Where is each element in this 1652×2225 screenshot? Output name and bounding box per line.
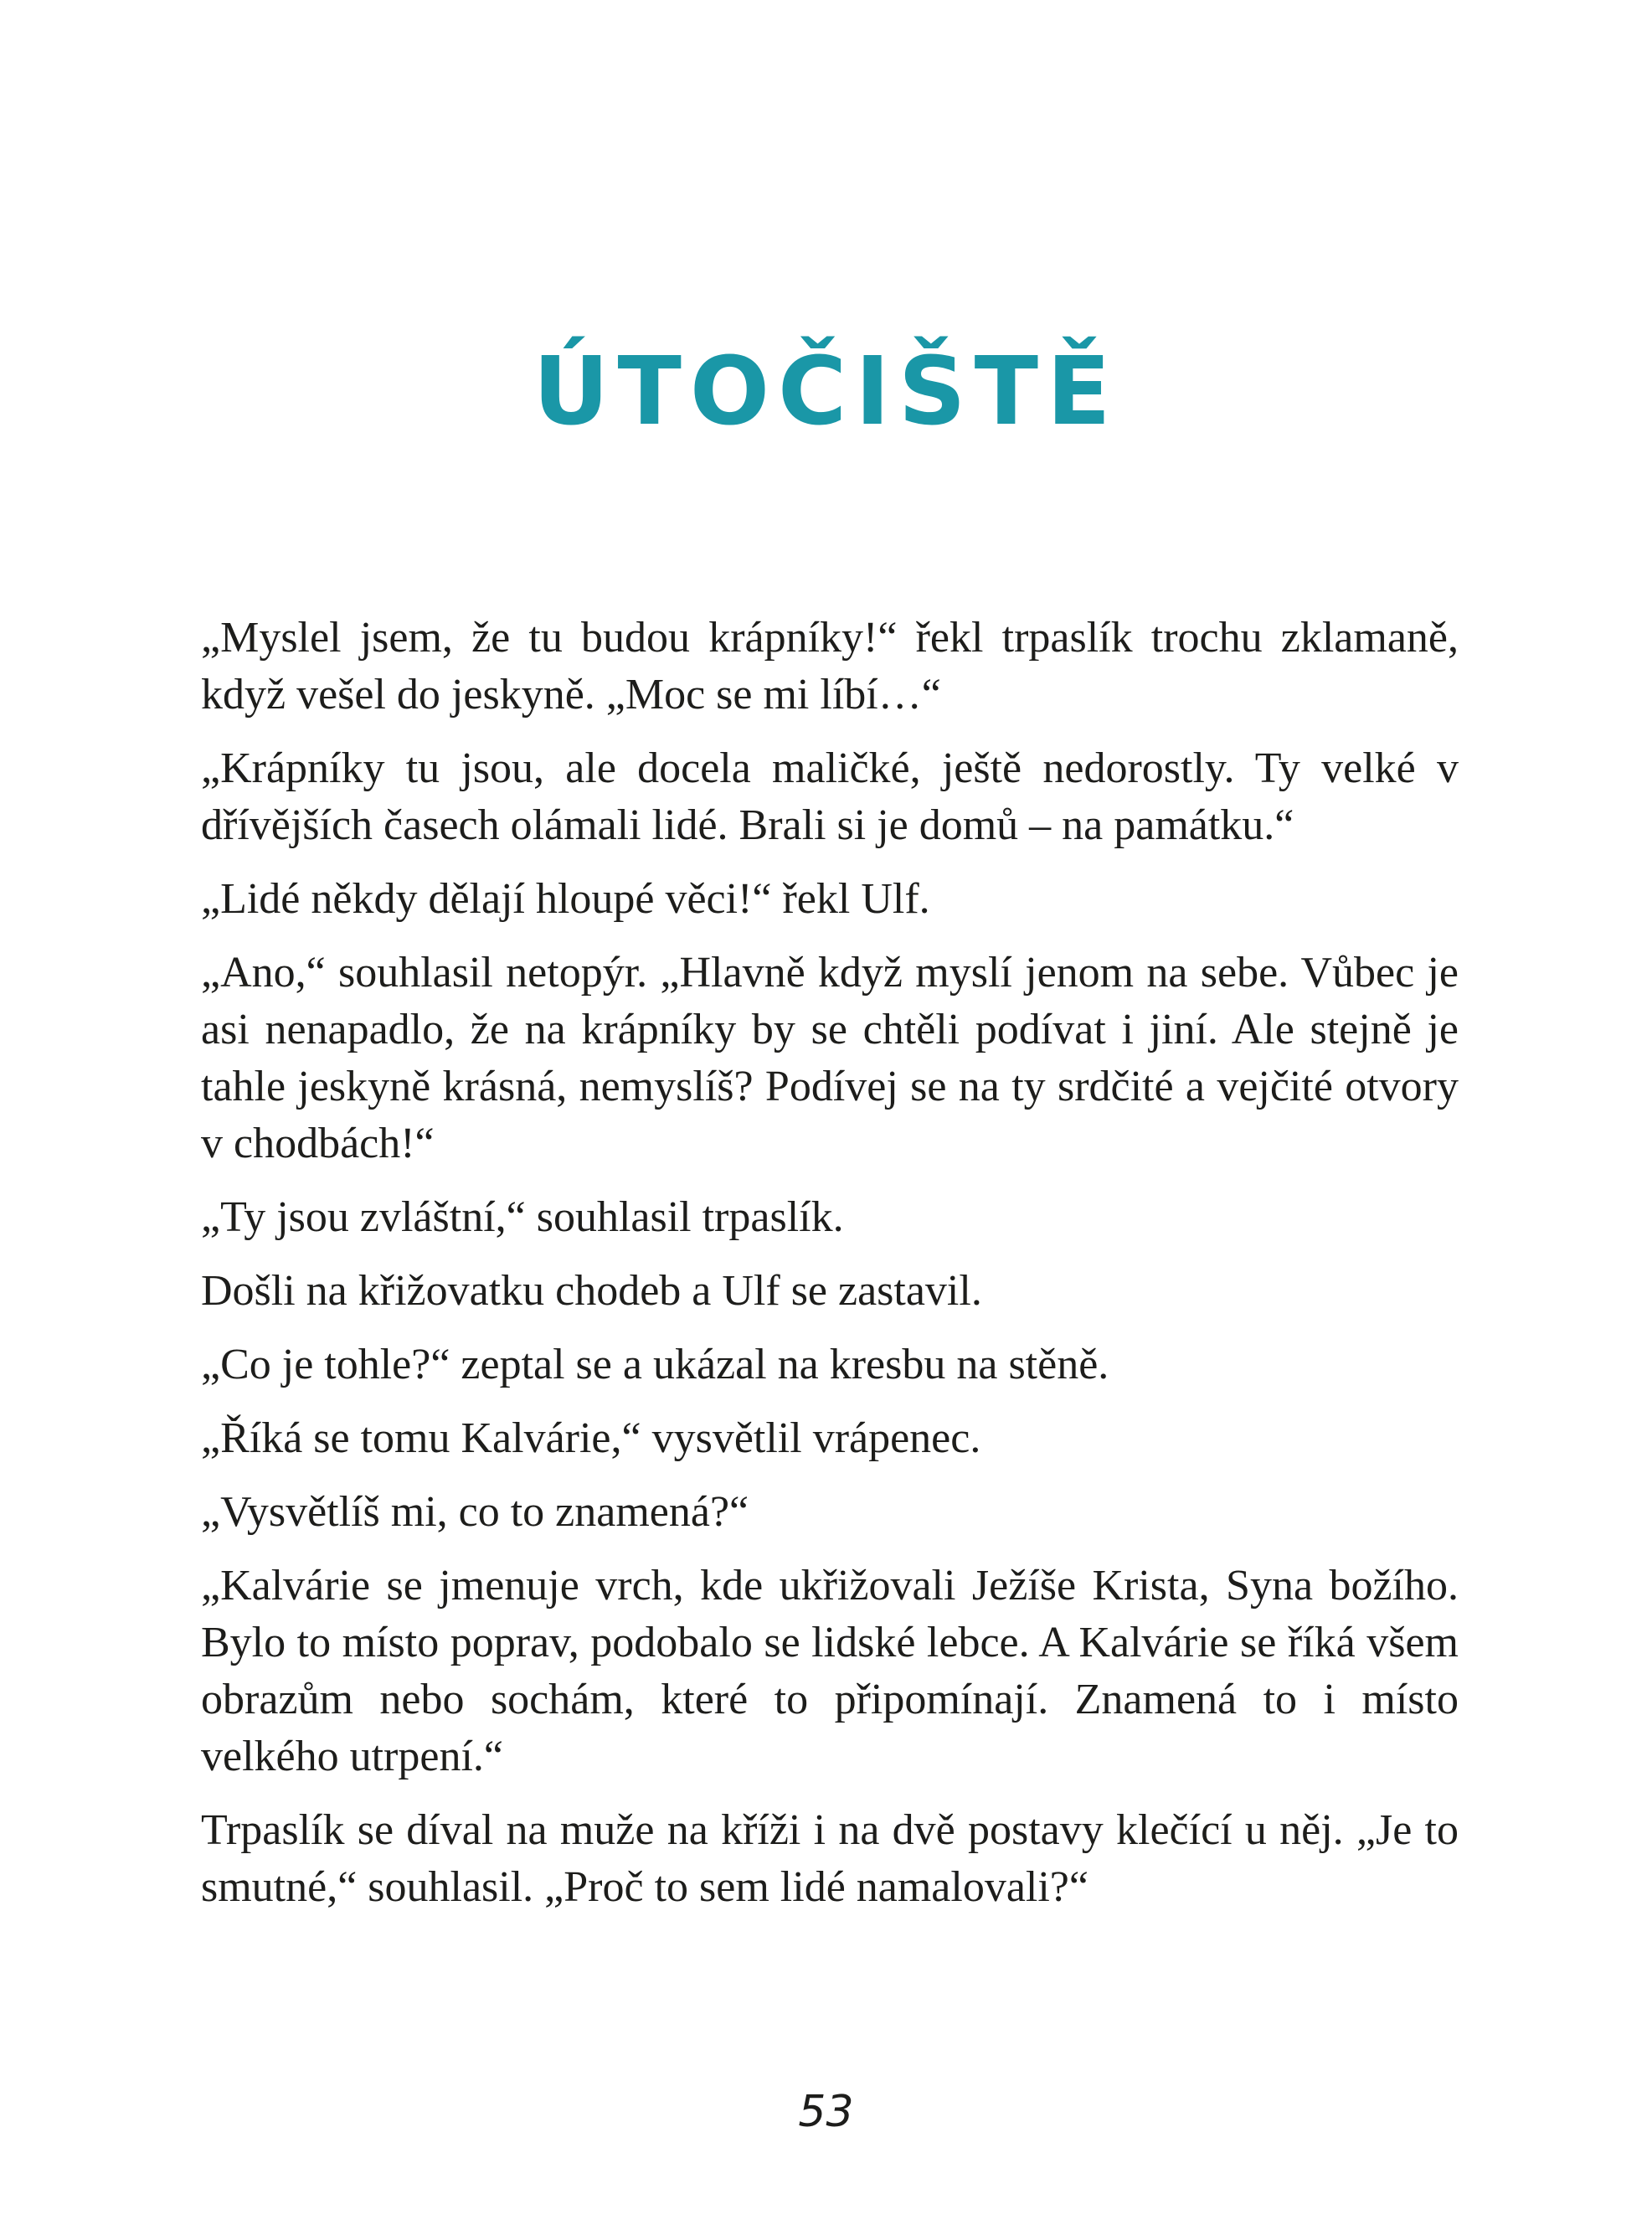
paragraph: „Vysvětlíš mi, co to znamená?“ — [201, 1488, 749, 1536]
paragraph: „Myslel jsem, že tu budou krápníky!“ řekl trpaslík trochu zklamaně, když vešel do jeskyně. „Moc se mi líbí…“ — [201, 614, 1459, 718]
page-number: 53 — [798, 2087, 854, 2137]
paragraph: „Ty jsou zvláštní,“ souhlasil trpaslík. — [201, 1193, 844, 1241]
paragraph: „Co je tohle?“ zeptal se a ukázal na kresbu na stěně. — [201, 1341, 1109, 1388]
chapter-title: ÚTOČIŠTĚ — [533, 337, 1119, 446]
paragraph: „Krápníky tu jsou, ale docela maličké, ještě nedorostly. Ty velké v dřívějších časech olámali lidé. Brali si je domů – na památku.“ — [201, 744, 1459, 849]
paragraph: Došli na křižovatku chodeb a Ulf se zastavil. — [201, 1267, 982, 1315]
paragraph: „Lidé někdy dělají hloupé věci!“ řekl Ulf. — [201, 875, 930, 923]
paragraph: Trpaslík se díval na muže na kříži i na dvě postavy klečící u něj. „Je to smutné,“ souhlasil. „Proč to sem lidé namalovali?“ — [201, 1806, 1459, 1911]
paragraph: „Říká se tomu Kalvárie,“ vysvětlil vrápenec. — [201, 1414, 981, 1462]
paragraph: „Kalvárie se jmenuje vrch, kde ukřižovali Ježíše Krista, Syna božího. Bylo to místo poprav, podobalo se lidské lebce. A Kalvárie se říká všem obrazům nebo sochám, které to připomínají. Znamená to i místo velkého utrpení.“ — [201, 1562, 1459, 1780]
body-text — [201, 610, 1459, 1933]
paragraph: „Ano,“ souhlasil netopýr. „Hlavně když myslí jenom na sebe. Vůbec je asi nenapadlo, že na krápníky by se chtěli podívat i jiní. Ale stejně je tahle jeskyně krásná, nemyslíš? Podívej se na ty srdčité a vejčité otvory v chodbách!“ — [201, 949, 1459, 1167]
